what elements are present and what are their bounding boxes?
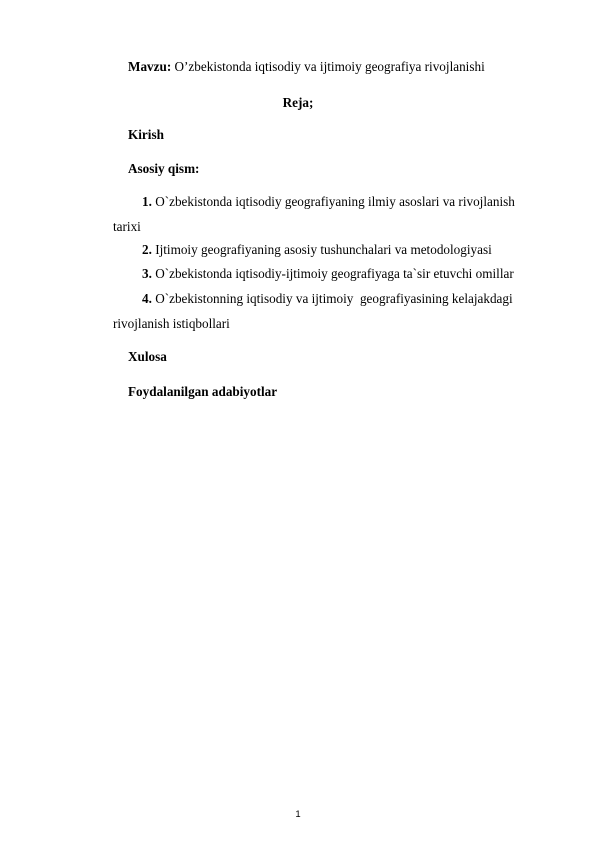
plan-item-4: [142, 292, 513, 305]
intro-heading: Kirish: [128, 127, 164, 142]
plan-item-3: [142, 267, 514, 280]
conclusion-heading: Xulosa: [128, 349, 167, 364]
plan-item-1-continuation: tarixi: [113, 219, 141, 234]
plan-item-number: 3.: [142, 266, 152, 281]
plan-item-text: O`zbekistonda iqtisodiy-ijtimoiy geografiyaga ta`sir etuvchi omillar: [155, 266, 514, 281]
topic-label: Mavzu:: [128, 59, 172, 74]
plan-item-number: 4.: [142, 291, 152, 306]
plan-item-text: Ijtimoiy geografiyaning asosiy tushunchalari va metodologiyasi: [155, 242, 492, 257]
plan-item-text: O`zbekistonda iqtisodiy geografiyaning ilmiy asoslari va rivojlanish: [155, 194, 515, 209]
plan-item-2: [142, 243, 492, 256]
plan-item-1: [142, 195, 515, 208]
topic-line: [128, 60, 485, 73]
plan-item-text: O`zbekistonning iqtisodiy va ijtimoiy geografiyasining kelajakdagi: [155, 291, 513, 306]
references-heading: Foydalanilgan adabiyotlar: [128, 384, 278, 399]
topic-text: O’zbekistonda iqtisodiy va ijtimoiy geografiya rivojlanishi: [174, 59, 485, 74]
plan-item-4-continuation: rivojlanish istiqbollari: [113, 316, 230, 331]
main-part-heading: Asosiy qism:: [128, 161, 200, 176]
plan-item-number: 2.: [142, 242, 152, 257]
plan-title: Reja;: [282, 95, 314, 110]
plan-item-number: 1.: [142, 194, 152, 209]
page-number: 1: [295, 809, 301, 820]
